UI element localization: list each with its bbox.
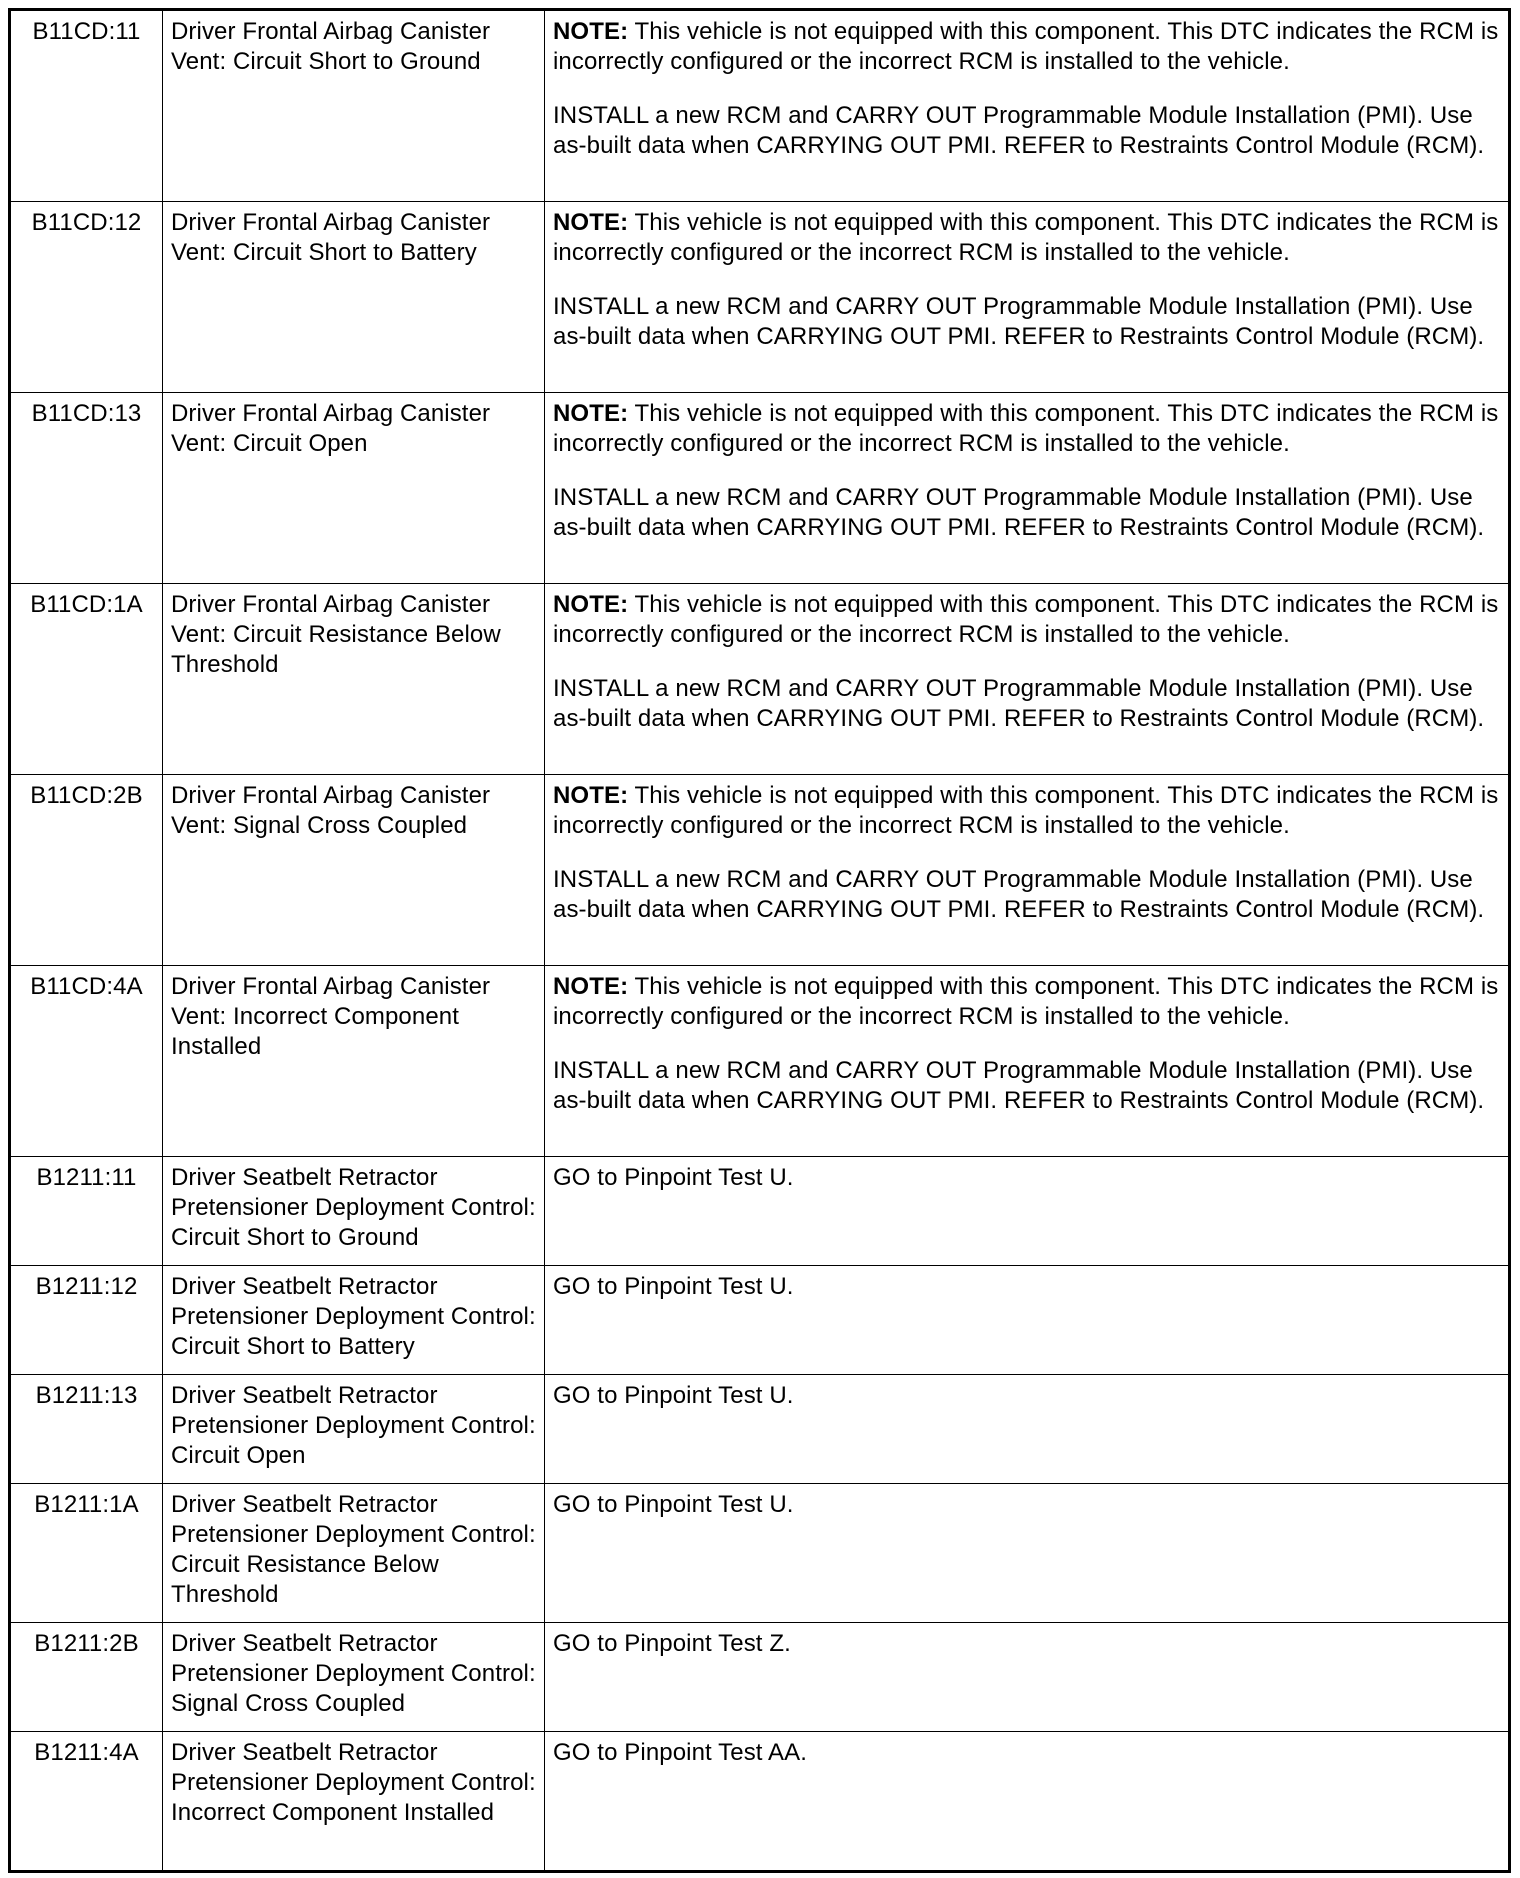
dtc-table — [8, 8, 1511, 1873]
note-paragraph — [553, 781, 1500, 841]
table-row — [10, 775, 1510, 966]
dtc-code: B1211:13 — [10, 1375, 163, 1484]
dtc-description: Driver Frontal Airbag Canister Vent: Circuit Short to Battery — [163, 202, 545, 393]
action-text: INSTALL a new RCM and CARRY OUT Programmable Module Installation (PMI). Use as-built data when CARRYING OUT PMI. REFER to Restraints Control Module (RCM). — [553, 102, 1485, 159]
dtc-description: Driver Seatbelt Retractor Pretensioner Deployment Control: Circuit Open — [163, 1375, 545, 1484]
note-paragraph — [553, 972, 1500, 1032]
note-paragraph — [553, 399, 1500, 459]
dtc-code: B11CD:1A — [10, 584, 163, 775]
note-label: NOTE: — [553, 400, 629, 427]
note-paragraph — [553, 590, 1500, 650]
dtc-code: B1211:11 — [10, 1157, 163, 1266]
note-text: This vehicle is not equipped with this component. This DTC indicates the RCM is incorrectly configured or the incorrect RCM is installed to the vehicle. — [553, 18, 1499, 75]
dtc-description: Driver Frontal Airbag Canister Vent: Circuit Open — [163, 393, 545, 584]
table-row — [10, 1266, 1510, 1375]
dtc-code: B1211:4A — [10, 1732, 163, 1872]
note-text: This vehicle is not equipped with this component. This DTC indicates the RCM is incorrectly configured or the incorrect RCM is installed to the vehicle. — [553, 209, 1499, 266]
dtc-action-text: GO to Pinpoint Test U. — [545, 1375, 1510, 1484]
dtc-action-cell — [545, 584, 1510, 775]
dtc-action-cell — [545, 202, 1510, 393]
table-row — [10, 966, 1510, 1157]
note-text: This vehicle is not equipped with this component. This DTC indicates the RCM is incorrectly configured or the incorrect RCM is installed to the vehicle. — [553, 973, 1499, 1030]
dtc-code: B11CD:11 — [10, 10, 163, 202]
action-text: INSTALL a new RCM and CARRY OUT Programmable Module Installation (PMI). Use as-built data when CARRYING OUT PMI. REFER to Restraints Control Module (RCM). — [553, 1057, 1485, 1114]
action-text: INSTALL a new RCM and CARRY OUT Programmable Module Installation (PMI). Use as-built data when CARRYING OUT PMI. REFER to Restraints Control Module (RCM). — [553, 293, 1485, 350]
table-row — [10, 1157, 1510, 1266]
table-row — [10, 1623, 1510, 1732]
dtc-action-cell — [545, 966, 1510, 1157]
table-row — [10, 202, 1510, 393]
dtc-action-text: GO to Pinpoint Test Z. — [545, 1623, 1510, 1732]
note-label: NOTE: — [553, 782, 629, 809]
dtc-action-text: GO to Pinpoint Test AA. — [545, 1732, 1510, 1872]
note-text: This vehicle is not equipped with this component. This DTC indicates the RCM is incorrectly configured or the incorrect RCM is installed to the vehicle. — [553, 782, 1499, 839]
note-label: NOTE: — [553, 591, 629, 618]
table-row — [10, 1484, 1510, 1623]
dtc-action-cell — [545, 10, 1510, 202]
table-row — [10, 1732, 1510, 1872]
table-row — [10, 584, 1510, 775]
table-row — [10, 1375, 1510, 1484]
dtc-description: Driver Frontal Airbag Canister Vent: Circuit Short to Ground — [163, 10, 545, 202]
dtc-code: B11CD:2B — [10, 775, 163, 966]
action-text: INSTALL a new RCM and CARRY OUT Programmable Module Installation (PMI). Use as-built data when CARRYING OUT PMI. REFER to Restraints Control Module (RCM). — [553, 484, 1485, 541]
note-label: NOTE: — [553, 973, 629, 1000]
note-paragraph — [553, 17, 1500, 77]
dtc-description: Driver Frontal Airbag Canister Vent: Incorrect Component Installed — [163, 966, 545, 1157]
dtc-description: Driver Seatbelt Retractor Pretensioner Deployment Control: Circuit Short to Battery — [163, 1266, 545, 1375]
note-label: NOTE: — [553, 18, 629, 45]
dtc-action-cell — [545, 775, 1510, 966]
action-text: INSTALL a new RCM and CARRY OUT Programmable Module Installation (PMI). Use as-built data when CARRYING OUT PMI. REFER to Restraints Control Module (RCM). — [553, 675, 1485, 732]
dtc-code: B1211:2B — [10, 1623, 163, 1732]
table-row — [10, 10, 1510, 202]
note-text: This vehicle is not equipped with this component. This DTC indicates the RCM is incorrectly configured or the incorrect RCM is installed to the vehicle. — [553, 591, 1499, 648]
dtc-code: B1211:12 — [10, 1266, 163, 1375]
dtc-code: B11CD:13 — [10, 393, 163, 584]
table-row — [10, 393, 1510, 584]
dtc-code: B11CD:4A — [10, 966, 163, 1157]
dtc-action-text: GO to Pinpoint Test U. — [545, 1484, 1510, 1623]
dtc-action-text: GO to Pinpoint Test U. — [545, 1157, 1510, 1266]
dtc-code: B1211:1A — [10, 1484, 163, 1623]
note-text: This vehicle is not equipped with this component. This DTC indicates the RCM is incorrectly configured or the incorrect RCM is installed to the vehicle. — [553, 400, 1499, 457]
dtc-description: Driver Seatbelt Retractor Pretensioner Deployment Control: Signal Cross Coupled — [163, 1623, 545, 1732]
dtc-description: Driver Seatbelt Retractor Pretensioner Deployment Control: Circuit Short to Ground — [163, 1157, 545, 1266]
dtc-code: B11CD:12 — [10, 202, 163, 393]
dtc-description: Driver Frontal Airbag Canister Vent: Signal Cross Coupled — [163, 775, 545, 966]
action-text: INSTALL a new RCM and CARRY OUT Programmable Module Installation (PMI). Use as-built data when CARRYING OUT PMI. REFER to Restraints Control Module (RCM). — [553, 866, 1485, 923]
dtc-description: Driver Frontal Airbag Canister Vent: Circuit Resistance Below Threshold — [163, 584, 545, 775]
note-label: NOTE: — [553, 209, 629, 236]
note-paragraph — [553, 208, 1500, 268]
dtc-action-text: GO to Pinpoint Test U. — [545, 1266, 1510, 1375]
dtc-description: Driver Seatbelt Retractor Pretensioner Deployment Control: Incorrect Component Installed — [163, 1732, 545, 1872]
dtc-description: Driver Seatbelt Retractor Pretensioner Deployment Control: Circuit Resistance Below Threshold — [163, 1484, 545, 1623]
dtc-action-cell — [545, 393, 1510, 584]
